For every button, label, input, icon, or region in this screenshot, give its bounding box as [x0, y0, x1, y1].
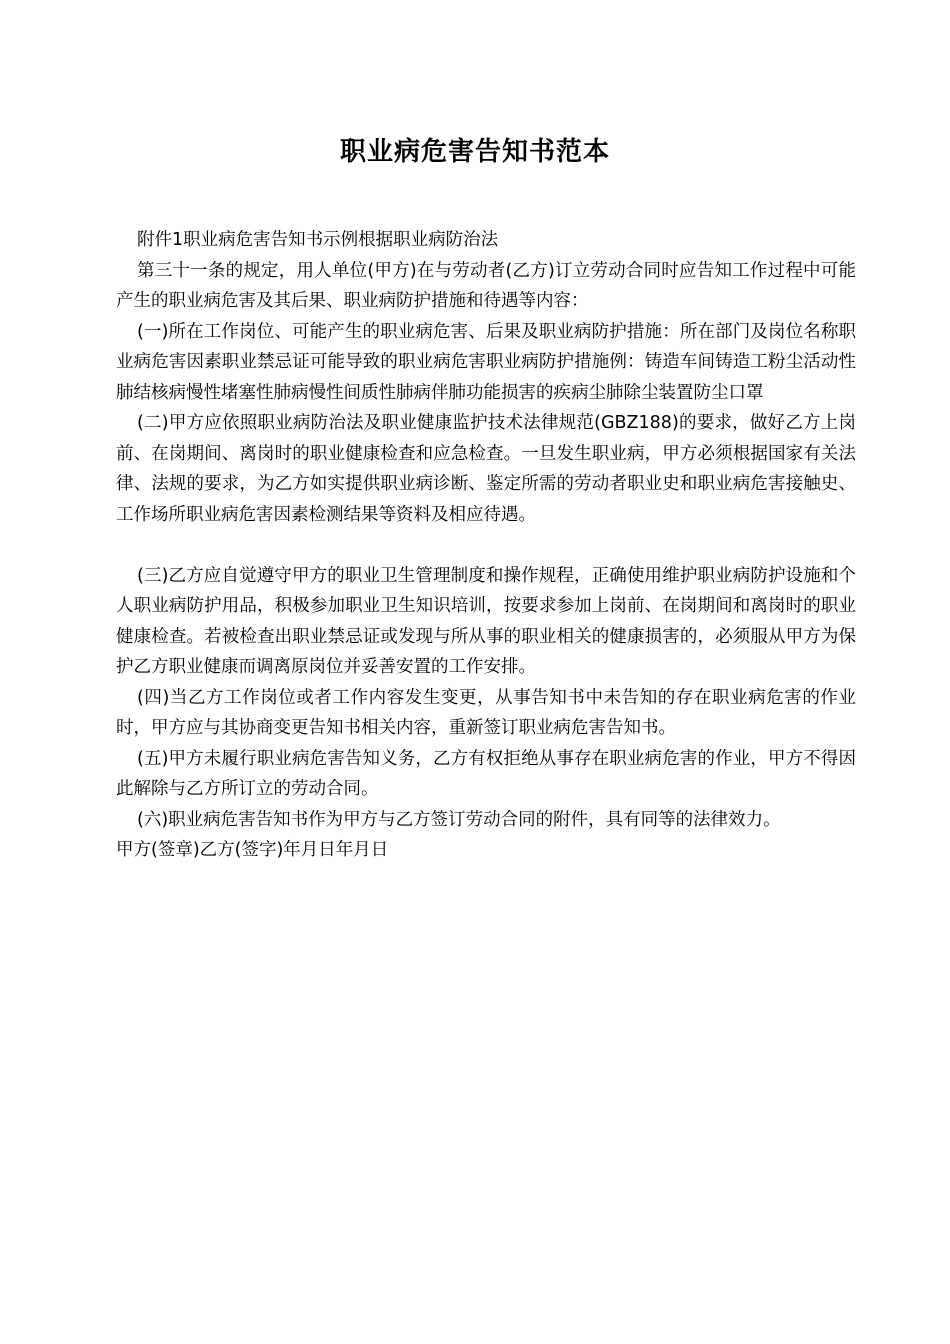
paragraph-article-31: 第三十一条的规定，用人单位(甲方)在与劳动者(乙方)订立劳动合同时应告知工作过程中可能产生的职业病危害及其后果、职业病防护措施和待遇等内容：: [116, 260, 856, 311]
paragraph-section-4: (四)当乙方工作岗位或者工作内容发生变更，从事告知书中未告知的存在职业病危害的作业时，甲方应与其协商变更告知书相关内容，重新签订职业病危害告知书。: [116, 687, 856, 738]
paragraph-section-3: (三)乙方应自觉遵守甲方的职业卫生管理制度和操作规程，正确使用维护职业病防护设施和个人职业病防护用品，积极参加职业卫生知识培训，按要求参加上岗前、在岗期间和离岗时的职业健康检查。若被检查出职业禁忌证或发现与所从事的职业相关的健康损害的，必须服从甲方为保护乙方职业健康而调离原岗位并妥善安置的工作安排。: [116, 565, 856, 677]
paragraph-attachment-intro: 附件1职业病危害告知书示例根据职业病防治法: [137, 230, 499, 250]
document-title: 职业病危害告知书范本: [339, 137, 610, 167]
paragraph-section-2: (二)甲方应依照职业病防治法及职业健康监护技术法律规范(GBZ188)的要求，做好乙方上岗前、在岗期间、离岗时的职业健康检查和应急检查。一旦发生职业病，甲方必须根据国家有关法律、法规的要求，为乙方如实提供职业病诊断、鉴定所需的劳动者职业史和职业病危害接触史、工作场所职业病危害因素检测结果等资料及相应待遇。: [116, 413, 856, 525]
paragraph-section-5: (五)甲方未履行职业病危害告知义务，乙方有权拒绝从事存在职业病危害的作业，甲方不得因此解除与乙方所订立的劳动合同。: [116, 748, 856, 799]
document-body: [116, 225, 856, 866]
blank-line: [116, 530, 856, 561]
signature-line: 甲方(签章)乙方(签字)年月日年月日: [116, 840, 389, 860]
paragraph-section-6: (六)职业病危害告知书作为甲方与乙方签订劳动合同的附件，具有同等的法律效力。: [137, 809, 781, 830]
paragraph-section-1: (一)所在工作岗位、可能产生的职业病危害、后果及职业病防护措施：所在部门及岗位名称职业病危害因素职业禁忌证可能导致的职业病危害职业病防护措施例：铸造车间铸造工粉尘活动性肺结核病慢性堵塞性肺病慢性间质性肺病伴肺功能损害的疾病尘肺除尘装置防尘口罩: [116, 321, 856, 403]
